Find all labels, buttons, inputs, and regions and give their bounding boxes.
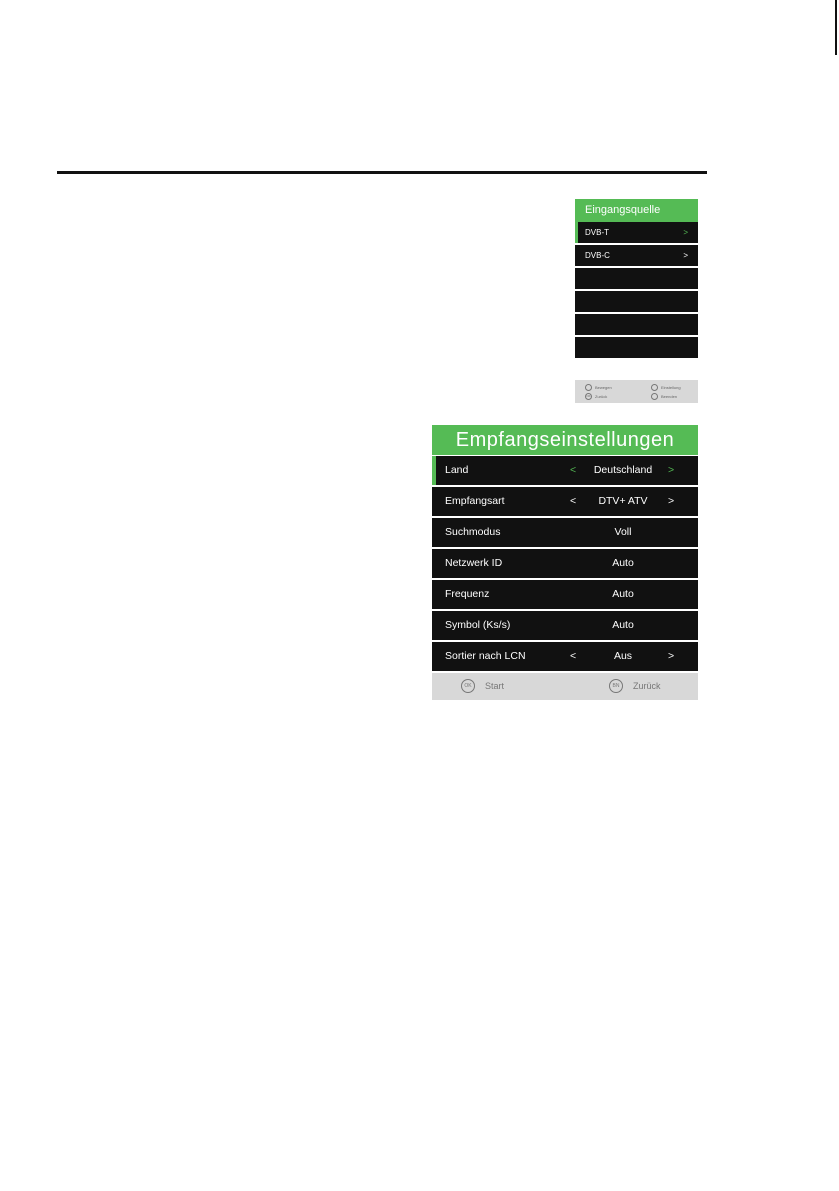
input-source-menu — [575, 199, 698, 403]
chevron-left-icon[interactable]: < — [570, 650, 577, 662]
setting-label: Suchmodus — [445, 526, 501, 538]
navigate-icon — [585, 384, 592, 391]
source-item-dvb-t[interactable] — [575, 222, 698, 243]
input-source-menu-title: Eingangsquelle — [575, 199, 698, 222]
chevron-left-icon[interactable]: < — [570, 464, 577, 476]
chevron-right-icon[interactable]: > — [668, 650, 675, 662]
source-item-label: DVB-C — [585, 251, 610, 260]
setting-row-symbol[interactable] — [432, 611, 698, 640]
setting-label: Sortier nach LCN — [445, 650, 526, 662]
section-divider — [57, 171, 707, 174]
source-item-empty — [575, 337, 698, 358]
start-hint[interactable] — [461, 679, 504, 693]
page-edge-line — [835, 0, 837, 55]
exit-key-icon — [651, 393, 658, 400]
setting-row-empfangsart[interactable] — [432, 487, 698, 516]
source-item-empty — [575, 268, 698, 289]
setting-value: Auto — [612, 557, 634, 569]
hint-label: Bewegen — [595, 385, 612, 390]
chevron-right-icon[interactable]: > — [668, 464, 675, 476]
input-source-footer — [575, 380, 698, 403]
setting-row-frequenz[interactable] — [432, 580, 698, 609]
setting-value: Aus — [613, 650, 633, 662]
source-item-label: DVB-T — [585, 228, 609, 237]
setting-value: DTV+ ATV — [598, 495, 648, 507]
setting-value: Auto — [612, 588, 634, 600]
ok-key-icon — [651, 384, 658, 391]
reception-settings-menu — [432, 425, 698, 700]
setting-label: Netzwerk ID — [445, 557, 503, 569]
setting-label: Empfangsart — [445, 495, 505, 507]
back-hint[interactable] — [609, 679, 661, 693]
reception-settings-title: Empfangseinstellungen — [432, 425, 698, 455]
input-source-list — [575, 222, 698, 358]
setting-row-netzwerk-id[interactable] — [432, 549, 698, 578]
back-key-icon: OK — [586, 394, 591, 398]
source-item-dvb-c[interactable] — [575, 245, 698, 266]
hint-exit — [651, 393, 677, 400]
start-label: Start — [485, 681, 505, 691]
hint-back — [585, 393, 607, 400]
chevron-right-icon: > — [683, 251, 688, 260]
chevron-right-icon: > — [683, 228, 688, 237]
source-item-empty — [575, 314, 698, 335]
back-key-icon: BN — [609, 679, 623, 693]
setting-label: Land — [445, 464, 469, 476]
hint-label: Beenden — [661, 394, 678, 399]
chevron-left-icon[interactable]: < — [570, 495, 577, 507]
source-item-empty — [575, 291, 698, 312]
reception-settings-footer — [432, 673, 698, 700]
setting-value: Auto — [612, 619, 634, 631]
hint-label: Einstellung — [661, 385, 681, 390]
setting-label: Symbol (Ks/s) — [445, 619, 511, 631]
hint-setting — [651, 384, 681, 391]
setting-value: Deutschland — [593, 464, 653, 476]
setting-row-land[interactable] — [432, 456, 698, 485]
setting-label: Frequenz — [445, 588, 490, 600]
ok-key-icon: OK — [461, 679, 475, 693]
chevron-right-icon[interactable]: > — [668, 495, 675, 507]
hint-move — [585, 384, 612, 391]
setting-row-sortier-lcn[interactable] — [432, 642, 698, 671]
setting-row-suchmodus[interactable] — [432, 518, 698, 547]
setting-value: Voll — [614, 526, 632, 538]
hint-label: Zurück — [595, 394, 608, 399]
back-label: Zurück — [633, 681, 661, 691]
